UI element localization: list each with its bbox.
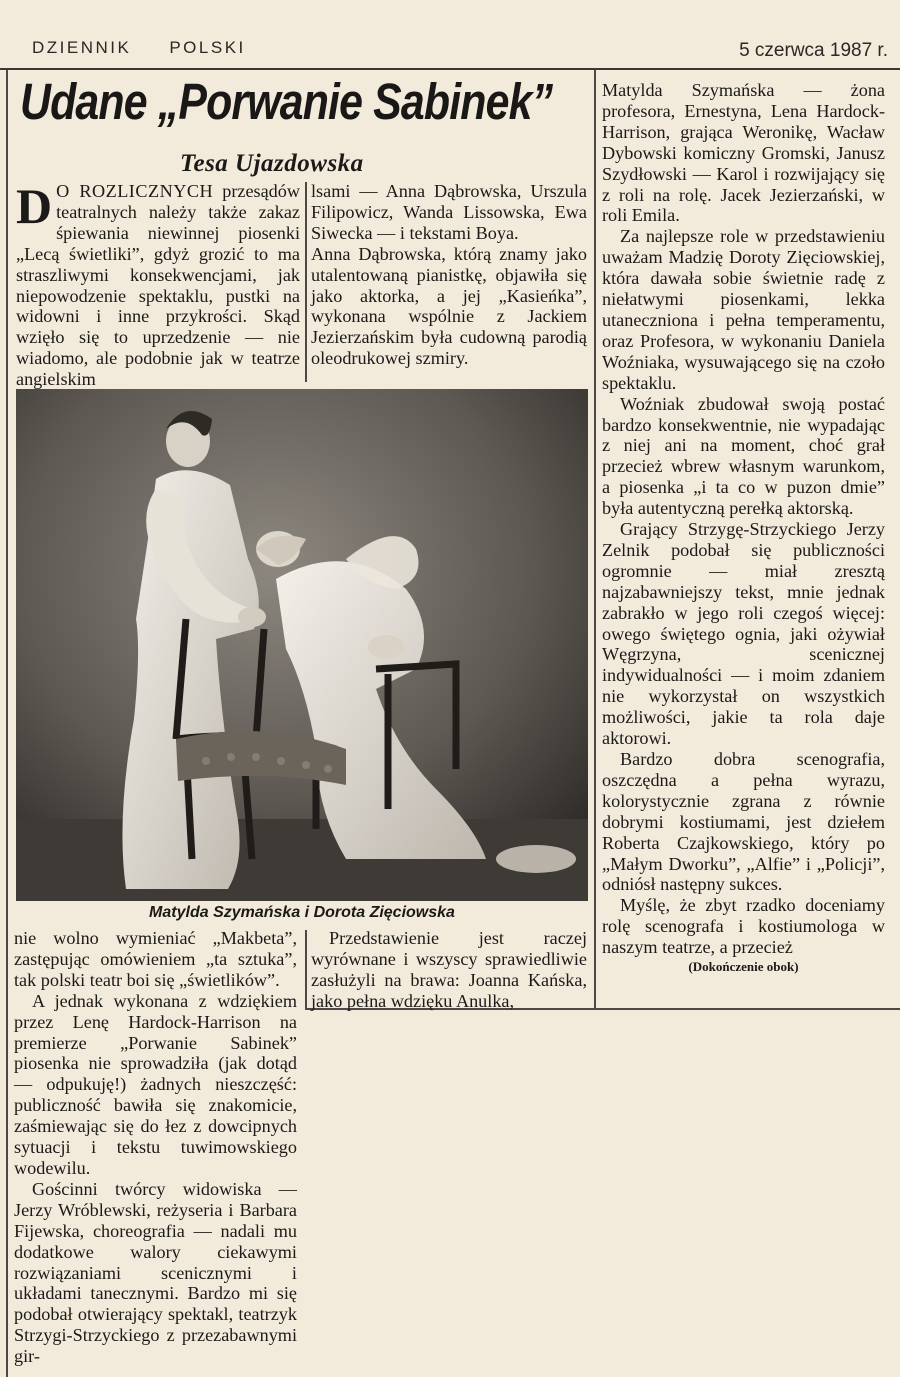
paragraph: lsami — Anna Dąbrowska, Urszula Filipowicz, Wanda Lissowska, Ewa Siwecka — i tekstami Boya. [311, 181, 587, 243]
paragraph: Przedstawienie jest raczej wyrównane i wszyscy sprawiedliwie zasłużyli na brawa: Joanna Kańska, jako pełna wdzięku Anulka, [311, 928, 587, 1011]
lead-first-words: O ROZLICZNYCH [56, 181, 214, 201]
column-divider-top [305, 182, 307, 382]
drop-cap: D [16, 178, 53, 234]
paragraph: A jednak wykonana z wdziękiem przez Lenę Hardock-Harrison na premierze „Porwanie Sabinek” piosenka nie sprowadziła (jak dotąd — odpukuję!) żadnych nieszczęść: publiczność bawiła się znakomicie, zaśmiewając się do łez z dowcipnych sytuacji i tekstu tuwimowskiego wodewilu. [14, 990, 297, 1178]
lead-paragraph-text: przesądów teatralnych należy także zakaz śpiewania niewinnej piosenki „Lecą świetliki”, gdyż grozić to ma straszliwymi konsekwencjami, jak niepowodzenie spektaklu, pustki na widowni i inne przykrości. Skąd wzięło się to uprzedzenie — nie wiadomo, ale podobnie jak w teatrze angielskim [16, 181, 300, 390]
column-2-top [311, 181, 587, 369]
paragraph: Matylda Szymańska — żona profesora, Ernestyna, Lena Hardock-Harrison, grająca Weronikę, Wacław Dybowski komiczny Gromski, Janusz Szydłowski — Karol i rozwijający się z roli na rolę. Jacek Jezierzański, w roli Emila. [602, 80, 885, 226]
photo-caption: Matylda Szymańska i Dorota Zięciowska [149, 904, 455, 921]
paragraph: Woźniak zbudował swoją postać bardzo konsekwentnie, nie wypadając z niej ani na moment, choć grał przecież wbrew własnym warunkom, a piosenka „i ta co w puzon dmie” była autentyczną perełką aktorską. [602, 393, 885, 519]
paragraph: Za najlepsze role w przedstawieniu uważam Madzię Doroty Zięciowskiej, która dawała sobie świetnie radę z niełatwymi piosenkami, lekka utaneczniona i pełna temperamentu, oraz Profesora, w wykonaniu Daniela Woźniaka, wysuwającego się na czoło spektaklu. [602, 226, 885, 393]
article-author: Tesa Ujazdowska [180, 150, 364, 177]
column-1-bottom [14, 928, 297, 1367]
column-3 [602, 80, 885, 976]
column-divider-bottom [305, 930, 307, 1010]
column-2-bottom [311, 928, 587, 1012]
lead-paragraph [16, 178, 300, 390]
newspaper-name-word2: POLSKI [169, 38, 246, 57]
paragraph: Gościnni twórcy widowiska — Jerzy Wróblewski, reżyseria i Barbara Fijewska, choreografia — nadali mu dodatkowe walory ciekawymi rozwiązaniami scenicznymi i układami tanecznymi. Bardzo mi się podobał otwierający spektakl, teatrzyk Strzygi-Strzyckiego z przezabawnymi gir- [14, 1178, 297, 1367]
newspaper-name-word1: DZIENNIK [32, 38, 132, 57]
paragraph: Myślę, że zbyt rzadko doceniamy rolę scenografa i kostiumologa w naszym teatrze, a przecież [602, 895, 885, 958]
paragraph: nie wolno wymieniać „Makbeta”, zastępując omówieniem „ta sztuka”, tak polski teatr boi się „świetlików”. [14, 928, 297, 990]
paragraph: Grający Strzygę-Strzyckiego Jerzy Zelnik podobał się publiczności ogromnie — miał zresztą najzabawniejszy tekst, mnie jednak zabrakło w jego roli czegoś więcej: owego świętego ognia, jaki ożywiał Węgrzyna, scenicznej indywidualności — i moim zdaniem nie wykorzystał on wszystkich możliwości, jakie ta rola daje aktorowi. [602, 519, 885, 749]
paragraph: Bardzo dobra scenografia, oszczędna a pełna wyrazu, kolorystycznie zgrana z równie dobrymi kostiumami, jest dziełem Roberta Czajkowskiego, który po „Małym Dworku”, „Alfie” i „Policji”, odniósł następny sukces. [602, 749, 885, 895]
issue-date: 5 czerwca 1987 r. [739, 40, 888, 61]
column-1-top [16, 178, 300, 390]
continuation-note: (Dokończenie obok) [688, 959, 799, 975]
stage-photo-illustration [16, 389, 588, 901]
article-headline: Udane „Porwanie Sabinek” [20, 73, 553, 130]
newspaper-name [32, 38, 284, 58]
article-photo [16, 389, 588, 901]
left-border-rule [6, 70, 8, 1377]
column-divider-right [594, 70, 596, 1008]
paragraph: Anna Dąbrowska, którą znamy jako utalentowaną pianistkę, objawiła się jako aktorka, a jej „Kasieńka”, wykonana wspólnie z Jackiem Jezierzańskim była cudowną parodią oleodrukowej szmiry. [311, 243, 587, 369]
masthead-rule [0, 68, 900, 70]
